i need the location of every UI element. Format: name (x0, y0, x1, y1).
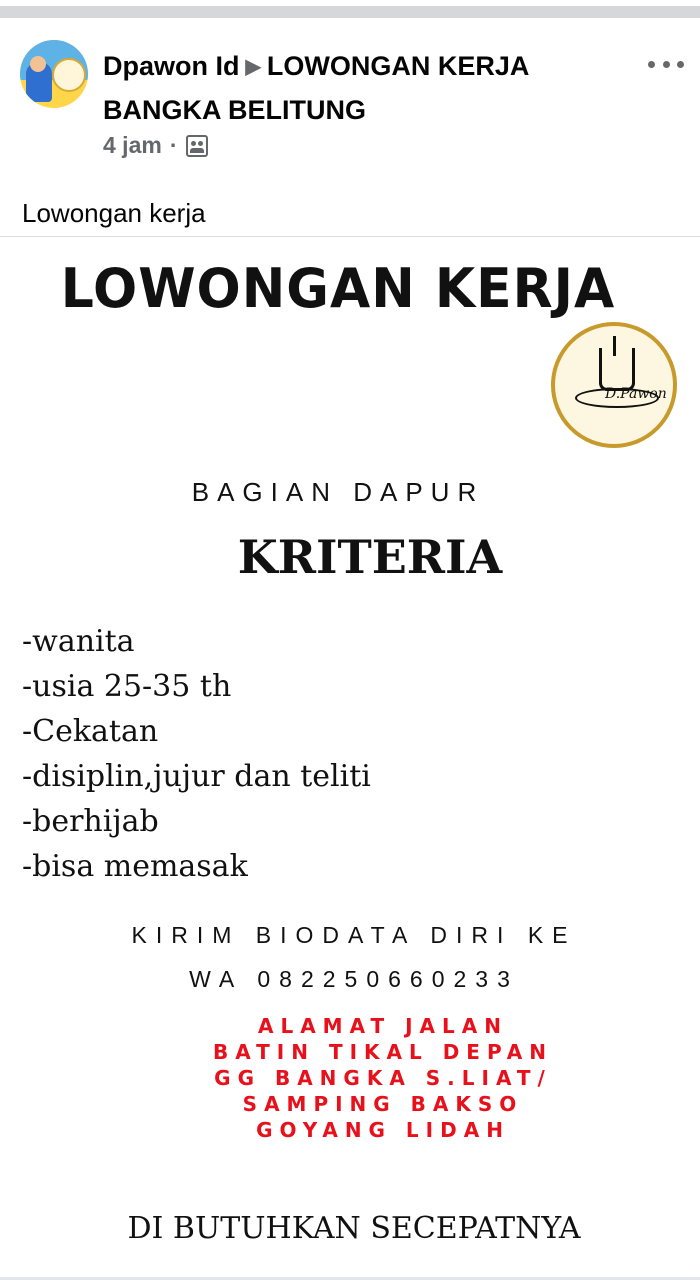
page-avatar[interactable] (20, 40, 88, 108)
criteria-item: -wanita (22, 624, 135, 659)
urgent-footer: DI BUTUHKAN SECEPATNYA (127, 1211, 581, 1246)
post-meta (103, 132, 208, 159)
group-icon (186, 135, 208, 157)
arrow-right-icon: ▶ (245, 56, 261, 78)
address-block (0, 1013, 700, 1143)
address-line: SAMPING BAKSO (242, 1092, 524, 1116)
post-image[interactable] (0, 237, 700, 1277)
post-time[interactable]: 4 jam (103, 132, 162, 158)
criteria-list (22, 619, 371, 889)
criteria-item: -Cekatan (22, 714, 159, 749)
post-author-line (103, 46, 633, 131)
author-name[interactable]: Dpawon Id (103, 51, 240, 81)
contact-line-1: KIRIM BIODATA DIRI KE (131, 922, 577, 948)
meta-separator: · (169, 132, 178, 158)
address-line: ALAMAT JALAN (257, 1014, 508, 1038)
post-header (0, 18, 700, 236)
criteria-item: -bisa memasak (22, 849, 248, 884)
more-options-button[interactable] (648, 54, 684, 74)
top-separator (0, 0, 700, 18)
brand-logo (551, 322, 677, 448)
section-label: BAGIAN DAPUR (191, 477, 485, 507)
brand-name: D.Pawon (605, 386, 667, 402)
contact-line-2: WA 082250660233 (189, 966, 519, 992)
criteria-item: -usia 25-35 th (22, 669, 232, 704)
more-horizontal-icon (648, 61, 655, 68)
post-text: Lowongan kerja (22, 198, 206, 228)
flyer-title: LOWONGAN KERJA (60, 257, 616, 321)
address-line: GG BANGKA S.LIAT/ (214, 1066, 552, 1090)
contact-info (0, 913, 700, 1001)
criteria-item: -berhijab (22, 804, 159, 839)
criteria-item: -disiplin,jujur dan teliti (22, 759, 371, 794)
address-line: GOYANG LIDAH (256, 1118, 510, 1142)
criteria-heading: KRITERIA (237, 530, 503, 584)
group-name[interactable]: LOWONGAN KERJA BANGKA BELITUNG (103, 51, 529, 125)
address-line: BATIN TIKAL DEPAN (212, 1040, 554, 1064)
